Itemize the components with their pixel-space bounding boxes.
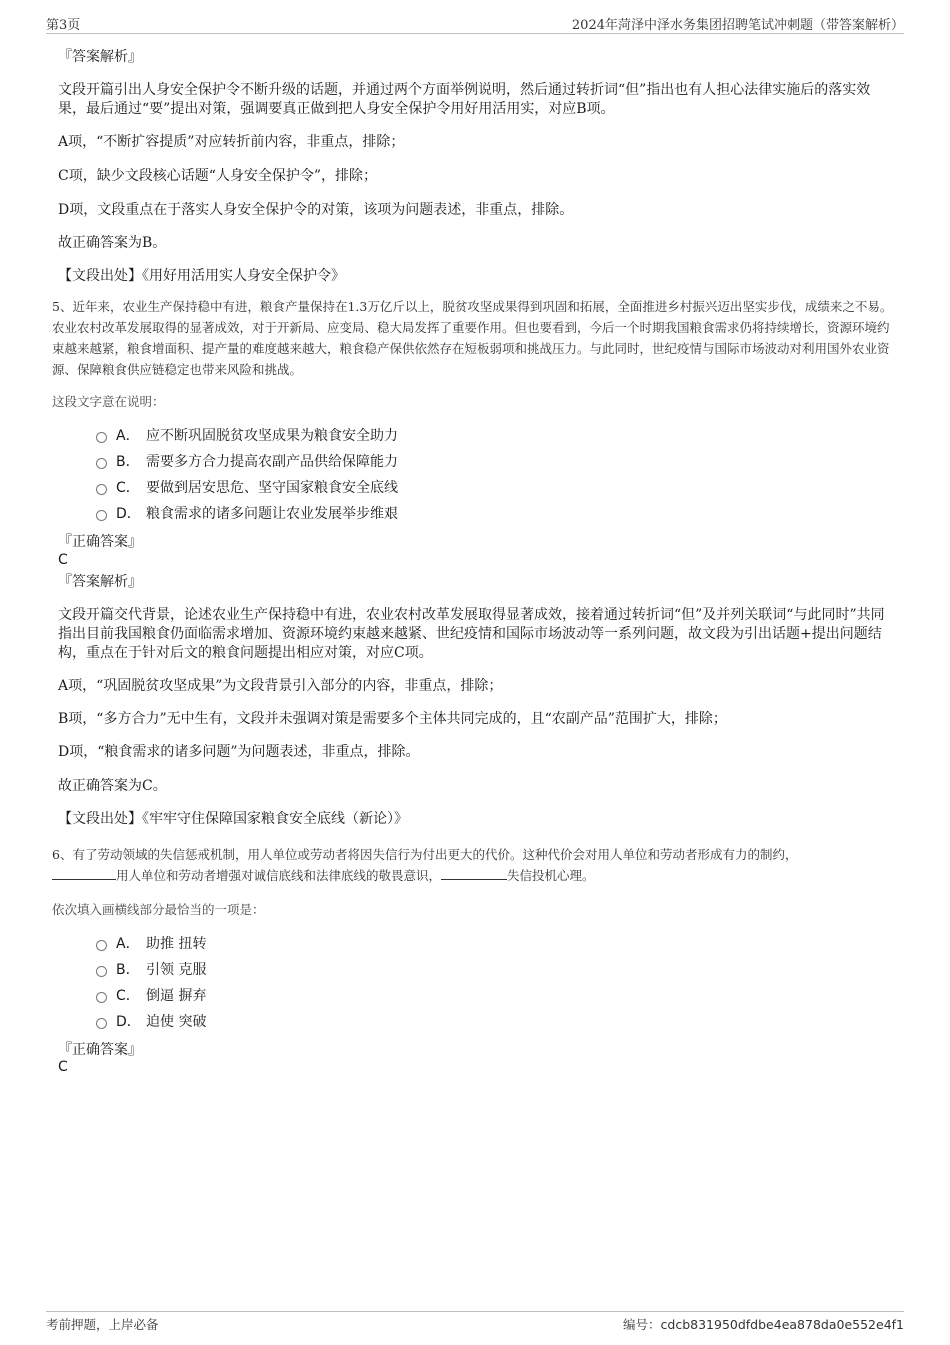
radio-button-icon[interactable] — [96, 940, 107, 951]
option-text: 迫使 突破 — [146, 1014, 207, 1030]
correct-answer: C — [58, 1059, 68, 1075]
option-text: 粮食需求的诸多问题让农业发展举步维艰 — [146, 506, 398, 522]
fill-blank-1 — [52, 867, 116, 880]
footer-slogan: 考前押题，上岸必备 — [46, 1317, 159, 1332]
page-number: 第3页 — [46, 18, 81, 33]
answer-analysis-label: 『答案解析』 — [58, 49, 142, 65]
option-text: 助推 扭转 — [146, 936, 207, 952]
question-6-stem: 6、有了劳动领域的失信惩戒机制，用人单位或劳动者将因失信行为付出更大的代价。这种代价会对用人单位和劳动者形成有力的制约， 用人单位和劳动者增强对诚信底线和法律底线的敬畏意识， 失信投机心理。 — [52, 847, 798, 883]
radio-button-icon[interactable] — [96, 510, 107, 521]
question-5-option-b[interactable]: B． 需要多方合力提高农副产品供给保障能力 — [96, 452, 398, 472]
question-5-option-d[interactable]: D． 粮食需求的诸多问题让农业发展举步维艰 — [96, 504, 398, 524]
analysis-option-a: A项，“不断扩容提质”对应转折前内容，非重点，排除； — [58, 134, 405, 150]
question-5-option-a[interactable]: A． 应不断巩固脱贫攻坚成果为粮食安全助力 — [96, 426, 398, 446]
analysis-option-c: C项，缺少文段核心话题“人身安全保护令”，排除； — [58, 168, 378, 184]
conclusion: 故正确答案为B。 — [58, 235, 167, 251]
correct-answer-label: 『正确答案』 — [58, 534, 142, 550]
passage-source: 【文段出处】《牢牢守住保障国家粮食安全底线（新论）》 — [58, 811, 408, 827]
radio-button-icon[interactable] — [96, 966, 107, 977]
question-6-prompt: 依次填入画横线部分最恰当的一项是： — [52, 902, 265, 917]
analysis-option-a: A项，“巩固脱贫攻坚成果”为文段背景引入部分的内容，非重点，排除； — [58, 678, 503, 694]
answer-analysis-text: 文段开篇引出人身安全保护令不断升级的话题，并通过两个方面举例说明，然后通过转折词“但”指出也有人担心法律实施后的落实效果，最后通过“要”提出对策，强调要真正做到把人身安全保护令用好用活用实，对应B项。 — [58, 82, 871, 117]
question-6-option-a[interactable]: A． 助推 扭转 — [96, 934, 206, 954]
radio-button-icon[interactable] — [96, 432, 107, 443]
answer-analysis-text: 文段开篇交代背景，论述农业生产保持稳中有进，农业农村改革发展取得显著成效，接着通过转折词“但”及并列关联词“与此同时”共同指出目前我国粮食仍面临需求增加、资源环境约束越来越紧、世纪疫情和国际市场波动等一系列问题，故文段为引出话题+提出问题结构，重点在于针对后文的粮食问题提出相应对策，对应C项。 — [58, 607, 885, 661]
radio-button-icon[interactable] — [96, 992, 107, 1003]
option-text: 引领 克服 — [146, 962, 207, 978]
fill-blank-2 — [441, 867, 507, 880]
page-footer — [46, 1311, 904, 1336]
document-title: 2024年菏泽中泽水务集团招聘笔试冲刺题（带答案解析） — [571, 18, 904, 33]
question-5-option-c[interactable]: C． 要做到居安思危、坚守国家粮食安全底线 — [96, 478, 398, 498]
analysis-option-d: D项，“粮食需求的诸多问题”为问题表述，非重点，排除。 — [58, 744, 420, 760]
question-6-option-c[interactable]: C． 倒逼 摒弃 — [96, 986, 206, 1006]
correct-answer-label: 『正确答案』 — [58, 1042, 142, 1058]
page-header — [46, 12, 904, 34]
question-5-stem: 5、近年来，农业生产保持稳中有进，粮食产量保持在1.3万亿斤以上，脱贫攻坚成果得到巩固和拓展，全面推进乡村振兴迈出坚实步伐，成绩来之不易。农业农村改革发展取得的显著成效，对于开新局、应变局、稳大局发挥了重要作用。但也要看到，今后一个时期我国粮食需求仍将持续增长，资源环境约束越来越紧，粮食增面积、提产量的难度越来越大，粮食稳产保供依然存在短板弱项和挑战压力。与此同时，世纪疫情与国际市场波动对利用国外农业资源、保障粮食供应链稳定也带来风险和挑战。 — [52, 299, 893, 377]
radio-button-icon[interactable] — [96, 458, 107, 469]
conclusion: 故正确答案为C。 — [58, 778, 167, 794]
answer-analysis-label: 『答案解析』 — [58, 574, 142, 590]
analysis-option-b: B项，“多方合力”无中生有，文段并未强调对策是需要多个主体共同完成的，且“农副产品”范围扩大，排除； — [58, 711, 727, 727]
passage-source: 【文段出处】《用好用活用实人身安全保护令》 — [58, 268, 345, 284]
radio-button-icon[interactable] — [96, 1018, 107, 1029]
option-text: 要做到居安思危、坚守国家粮食安全底线 — [146, 480, 398, 496]
option-text: 倒逼 摒弃 — [146, 988, 207, 1004]
document-code: 编号：cdcb831950dfdbe4ea878da0e552e4f1 — [623, 1317, 904, 1332]
question-6-option-b[interactable]: B． 引领 克服 — [96, 960, 206, 980]
option-text: 应不断巩固脱贫攻坚成果为粮食安全助力 — [146, 428, 398, 444]
option-text: 需要多方合力提高农副产品供给保障能力 — [146, 454, 398, 470]
question-6-option-d[interactable]: D． 迫使 突破 — [96, 1012, 206, 1032]
analysis-option-d: D项，文段重点在于落实人身安全保护令的对策，该项为问题表述，非重点，排除。 — [58, 202, 574, 218]
question-5-prompt: 这段文字意在说明： — [52, 394, 165, 409]
radio-button-icon[interactable] — [96, 484, 107, 495]
correct-answer: C — [58, 552, 68, 568]
